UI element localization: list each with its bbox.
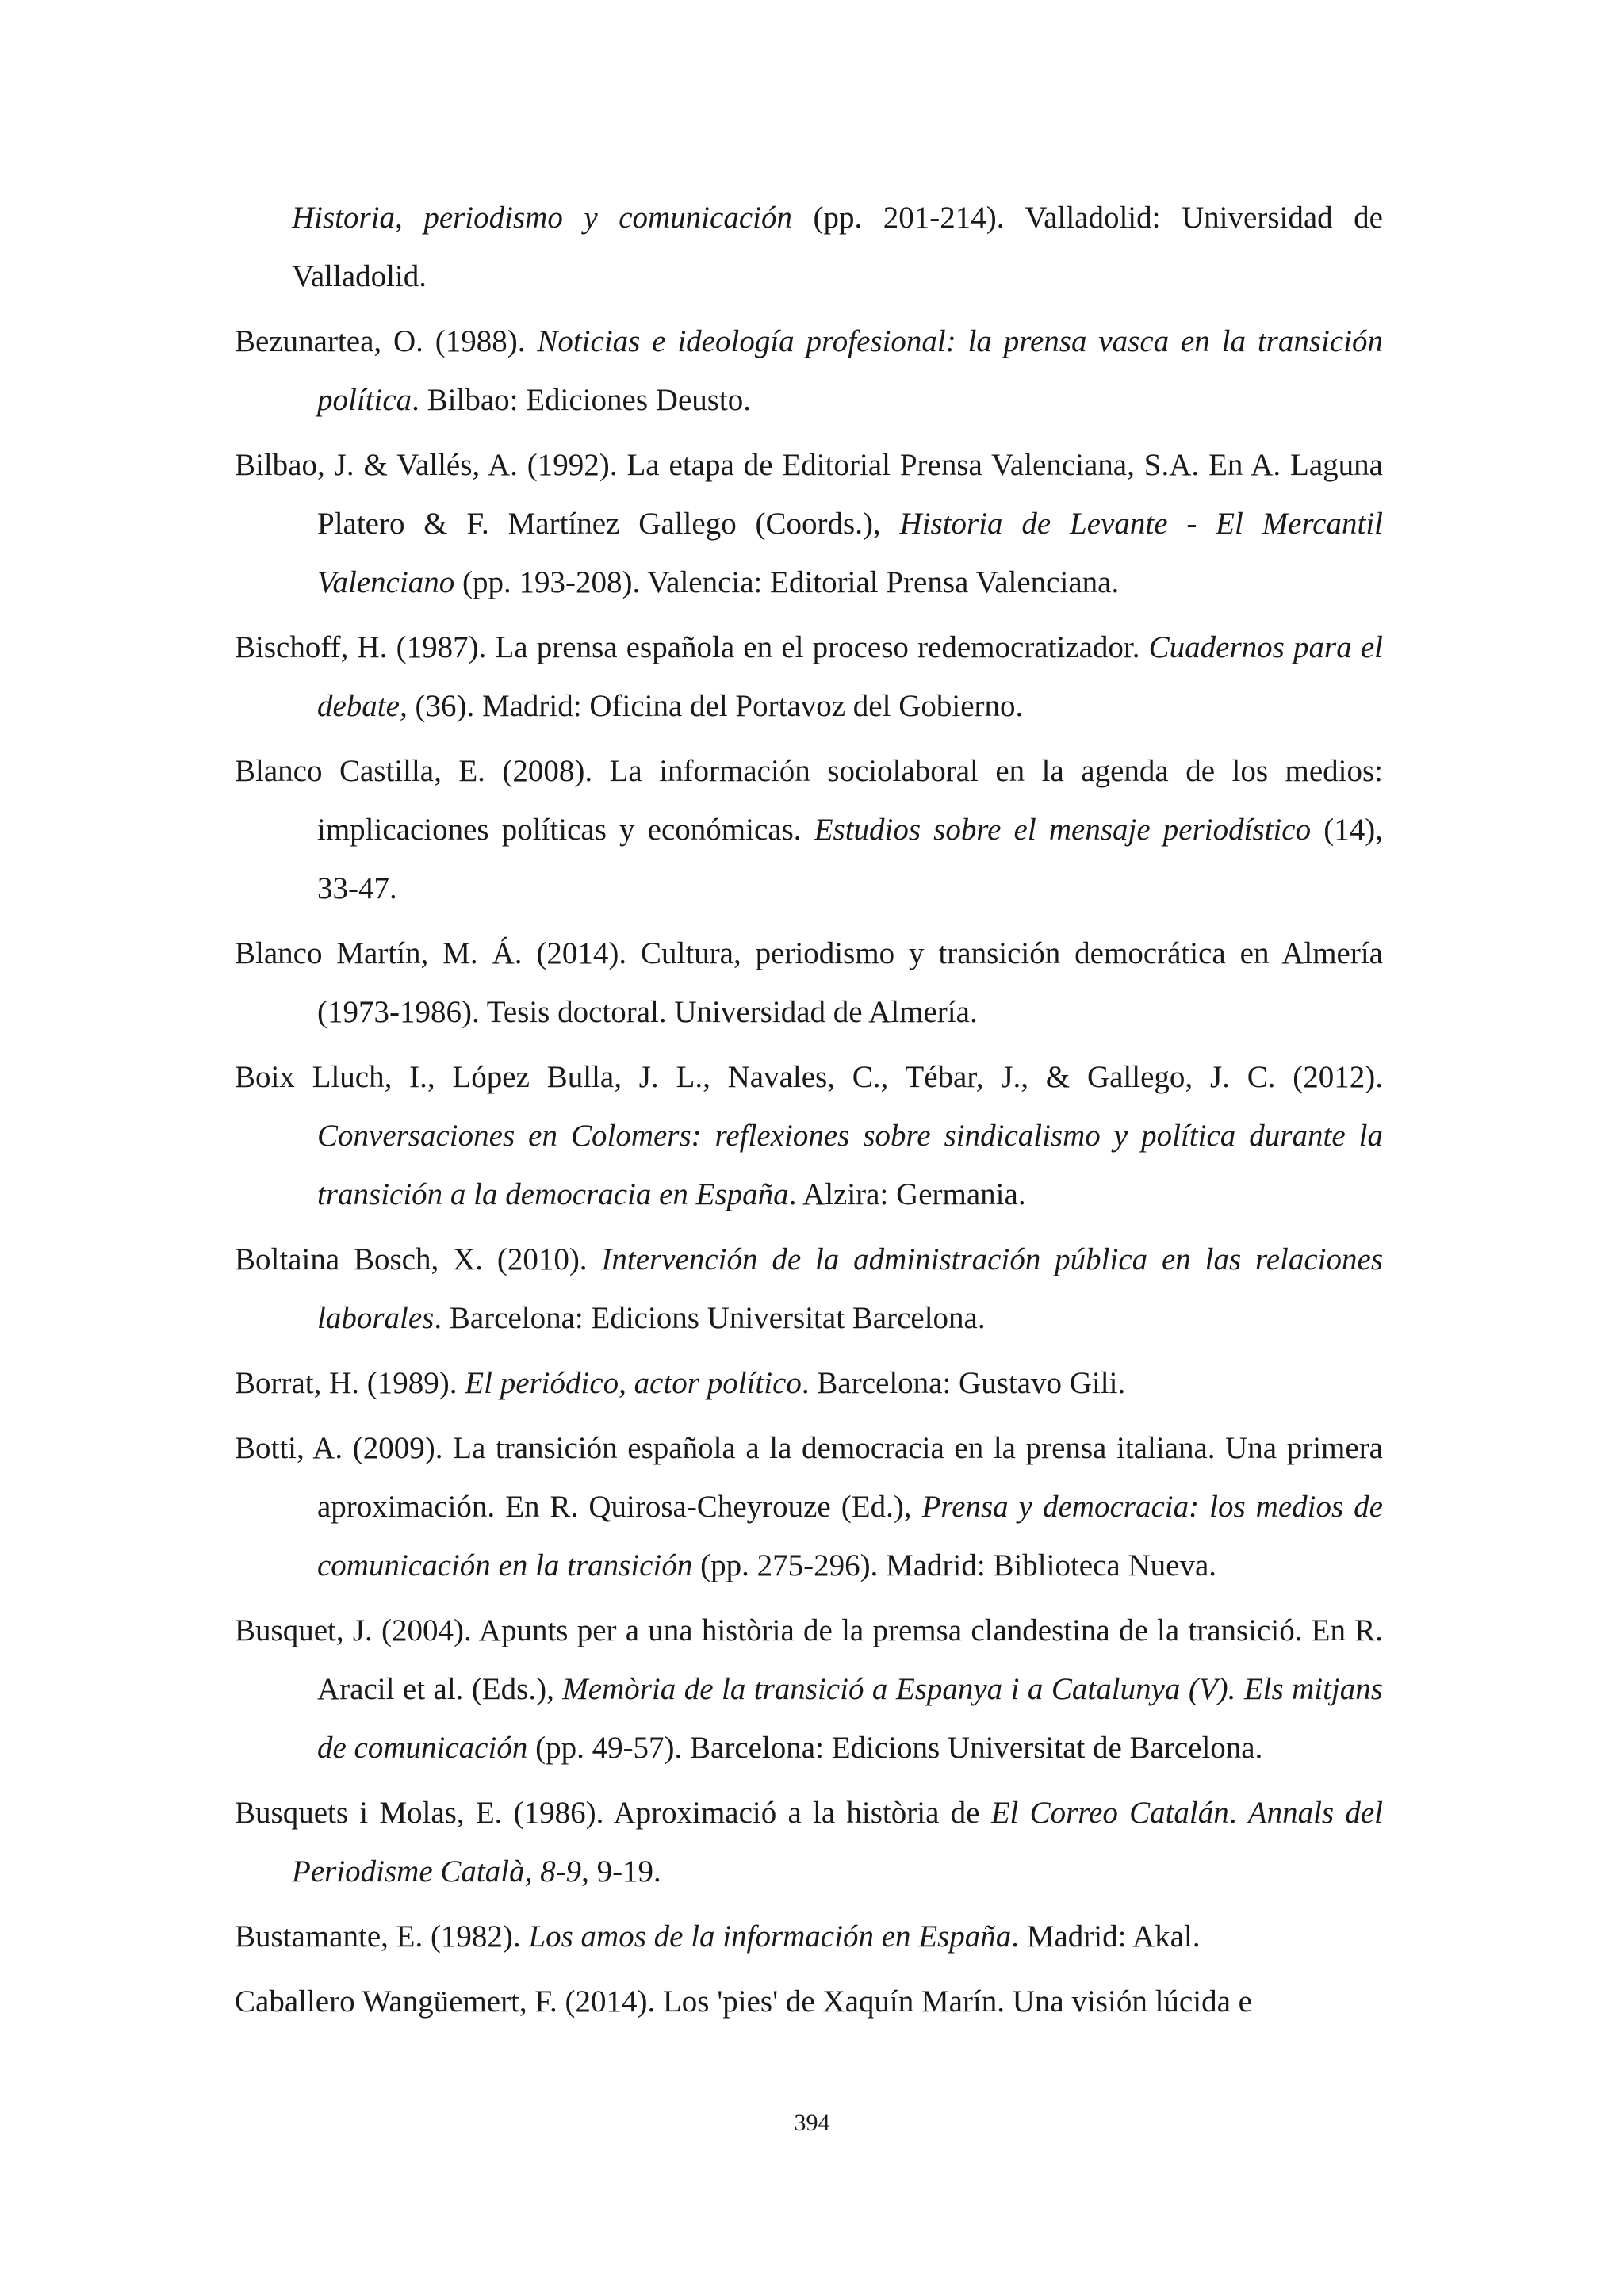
reference-borrat: [235, 1354, 1383, 1413]
ref-text: . Bilbao: Ediciones Deusto.: [412, 383, 752, 417]
ref-text: Botti, A. (2009). La transición española a la democracia en la prensa italiana. Una primera aproximación. En R. Quirosa-Cheyrouze (Ed.),: [235, 1431, 1383, 1524]
ref-text: Bustamante, E. (1982).: [235, 1919, 529, 1954]
ref-text-italic: El periódico, actor político: [465, 1366, 802, 1400]
ref-text-italic: Memòria de la transició a Espanya i a Catalunya (V). Els mitjans de comunicación: [317, 1672, 1383, 1765]
ref-text: Bischoff, H. (1987). La prensa española en el proceso redemocratizador.: [235, 630, 1149, 664]
reference-busquets: [235, 1784, 1383, 1901]
ref-text: . Madrid: Akal.: [1011, 1919, 1201, 1954]
ref-text: (14), 33-47.: [317, 813, 1384, 905]
ref-text: (pp. 201-214). Valladolid: Universidad de Valladolid.: [292, 201, 1383, 293]
reference-bilbao: [235, 436, 1383, 612]
reference-bustamante: [235, 1908, 1383, 1966]
reference-boltaina: [235, 1230, 1383, 1348]
reference-busquet: [235, 1601, 1383, 1777]
ref-text: . Barcelona: Edicions Universitat Barcelona.: [434, 1301, 986, 1335]
ref-text: (pp. 275-296). Madrid: Biblioteca Nueva.: [692, 1548, 1217, 1582]
ref-text-italic: El Correo Catalán: [990, 1796, 1229, 1830]
ref-text: Busquets i Molas, E. (1986). Aproximació a la història de: [235, 1796, 991, 1830]
ref-text: Busquet, J. (2004). Apunts per a una història de la premsa clandestina de la transició. En R. Aracil et al. (Eds.),: [235, 1613, 1383, 1706]
ref-text: Bezunartea, O. (1988).: [235, 324, 538, 358]
ref-text-italic: Cuadernos para el debate,: [317, 630, 1383, 723]
reference-caballero: [235, 1973, 1383, 2031]
ref-text: . Barcelona: Gustavo Gili.: [801, 1366, 1126, 1400]
reference-blanco-martin: [235, 924, 1383, 1042]
ref-text-italic: Los amos de la información en España: [528, 1919, 1012, 1954]
ref-text: Bilbao, J. & Vallés, A. (1992). La etapa de Editorial Prensa Valenciana, S.A. En A. Laguna Platero & F. Martínez Gallego (Coords.),: [235, 448, 1383, 541]
ref-text-italic: Historia de Levante - El Mercantil Valenciano: [317, 507, 1384, 599]
ref-text: , 9-19.: [581, 1854, 661, 1888]
ref-text: Boix Lluch, I., López Bulla, J. L., Navales, C., Tébar, J., & Gallego, J. C. (2012).: [235, 1060, 1383, 1094]
ref-text: . Alzira: Germania.: [788, 1177, 1026, 1211]
ref-text: Boltaina Bosch, X. (2010).: [235, 1242, 602, 1276]
reference-continued: [235, 189, 1383, 306]
ref-text: Borrat, H. (1989).: [235, 1366, 465, 1400]
reference-bezunartea: [235, 312, 1383, 430]
reference-blanco-castilla: [235, 742, 1383, 918]
ref-text-italic: Estudios sobre el mensaje periodístico: [814, 813, 1312, 847]
ref-text: Blanco Martín, M. Á. (2014). Cultura, periodismo y transición democrática en Almería (1973-1986). Tesis doctoral. Universidad de Almería.: [235, 936, 1383, 1029]
ref-text: (pp. 193-208). Valencia: Editorial Prensa Valenciana.: [454, 565, 1120, 599]
ref-text: (pp. 49-57). Barcelona: Edicions Universitat de Barcelona.: [527, 1731, 1263, 1765]
ref-text: Blanco Castilla, E. (2008). La información sociolaboral en la agenda de los medios: implicaciones políticas y económicas.: [235, 754, 1383, 847]
ref-text-italic: Historia, periodismo y comunicación: [292, 201, 792, 235]
ref-text: .: [1228, 1796, 1248, 1830]
ref-text: Caballero Wangüemert, F. (2014). Los 'pies' de Xaquín Marín. Una visión lúcida e: [235, 1984, 1252, 2019]
ref-text: (36). Madrid: Oficina del Portavoz del Gobierno.: [407, 689, 1024, 723]
ref-text-italic: Intervención de la administración pública en las relaciones laborales: [317, 1242, 1383, 1335]
reference-botti: [235, 1419, 1383, 1595]
page-number: 394: [794, 2110, 830, 2136]
reference-bischoff: [235, 618, 1383, 736]
reference-boix: [235, 1048, 1383, 1224]
ref-text-italic: Conversaciones en Colomers: reflexiones sobre sindicalismo y política durante la transición a la democracia en España: [317, 1119, 1383, 1211]
reference-list: [235, 189, 1383, 2031]
ref-text-italic: Annals del Periodisme Català, 8-9: [292, 1796, 1383, 1888]
ref-text-italic: Prensa y democracia: los medios de comunicación en la transición: [317, 1490, 1383, 1582]
ref-text-italic: Noticias e ideología profesional: la prensa vasca en la transición política: [317, 324, 1383, 417]
